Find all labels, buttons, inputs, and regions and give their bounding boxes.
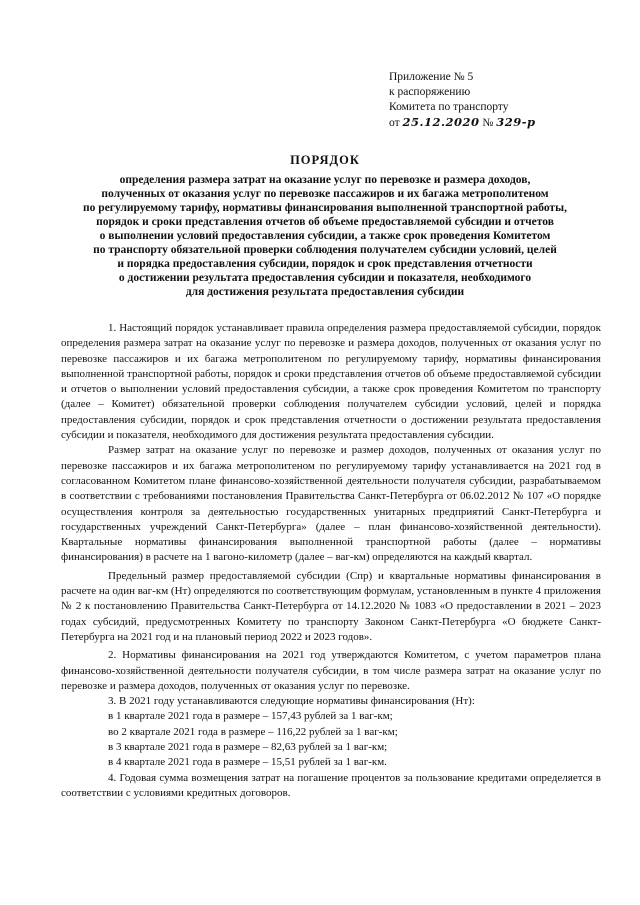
document-body — [61, 321, 601, 801]
paragraph-subsidy-limit: Предельный размер предоставляемой субсидии (Спр) и квартальные нормативы финансирования в расчете на один ваг-км (Нт) определяются по соответствующим формулам, установленным в пункте 4 приложения № 2 к постановлению Правительства Санкт-Петербурга от 14.12.2020 № 1083 «О предоставлении в 2021 – 2023 годах субсидий, предусмотренных Комитету по транспорту Законом Санкт-Петербурга «О бюджете Санкт-Петербурга на 2021 год и на плановый период 2022 и 2023 годов». — [61, 569, 601, 643]
document-title — [60, 153, 590, 299]
title-line: порядок и сроки представления отчетов об объеме предоставляемой субсидии и отчетов — [96, 216, 554, 228]
quarter-norm-2: во 2 квартале 2021 года в размере – 116,22 рублей за 1 ваг-км; — [108, 725, 398, 738]
paragraph-3: 3. В 2021 году устанавливаются следующие нормативы финансирования (Нт): — [108, 695, 475, 708]
number-prefix: № — [482, 117, 494, 129]
title-line: о выполнении условий предоставления субсидии, а также срок проведения Комитетом — [99, 230, 551, 242]
appendix-order-ref: к распоряжению — [389, 86, 471, 98]
title-line: по регулируемому тарифу, нормативы финансирования выполненной транспортной работы, — [83, 202, 567, 214]
paragraph-1: 1. Настоящий порядок устанавливает правила определения размера предоставляемой субсидии, порядок определения размера затрат на оказание услуг по перевозке и размера доходов, полученных от оказания услуг по перевозке пассажиров и их багажа метрополитеном по регулируемому тарифу, нормативы финансирования выполненной транспортной работы, порядок и сроки представления отчетов об объеме предоставляемой субсидии и отчетов о выполнении условий предоставления субсидии, а также срок проведения Комитетом по транспорту (далее – Комитет) обязательной проверки соблюдения получателем субсидии условий, целей и порядка предоставления субсидии, порядок и срок представления отчетности о достижении результата предоставления субсидии и показателя, необходимого для достижения результата предоставления субсидии. — [61, 322, 601, 442]
appendix-number: Приложение № 5 — [389, 71, 474, 83]
paragraph-4: 4. Годовая сумма возмещения затрат на погашение процентов за пользование кредитами определяется в соответствии с условиями кредитных договоров. — [61, 771, 601, 799]
quarter-norm-3: в 3 квартале 2021 года в размере – 82,63 рублей за 1 ваг-км; — [108, 741, 388, 754]
appendix-committee: Комитета по транспорту — [389, 101, 509, 113]
handwritten-date: 25.12.2020 — [402, 115, 480, 129]
paragraph-costs: Размер затрат на оказание услуг по перевозке и размер доходов, полученных от оказания услуг по перевозке пассажиров и их багажа метрополитеном по регулируемому тарифу устанавливается на 2021 год в согласованном Комитетом плане финансово-хозяйственной деятельности получателя субсидии, разрабатываемом в соответствии с требованиями постановления Правительства Санкт-Петербурга от 06.02.2012 № 107 «О порядке осуществления контроля за деятельностью государственных унитарных предприятий Санкт-Петербурга и государственных учреждений Санкт-Петербурга» (далее – план финансово-хозяйственной деятельности). Квартальные нормативы финансирования выполненной транспортной работы (далее – нормативы финансирования) в расчете на 1 вагоно-километр (далее – ваг-км) определяются на каждый квартал. — [61, 444, 601, 564]
handwritten-number: 329-р — [496, 115, 536, 129]
title-line: по транспорту обязательной проверки соблюдения получателем субсидии условий, целей — [93, 244, 557, 256]
title-main: ПОРЯДОК — [290, 153, 360, 167]
title-line: полученных от оказания услуг по перевозке пассажиров и их багажа метрополитеном — [101, 188, 549, 200]
date-prefix: от — [389, 117, 400, 129]
title-line: определения размера затрат на оказание услуг по перевозке и размера доходов, — [119, 174, 531, 186]
title-line: и порядка предоставления субсидии, порядок и срок представления отчетности — [117, 258, 533, 270]
quarter-norm-4: в 4 квартале 2021 года в размере – 15,51 рублей за 1 ваг-км. — [108, 756, 387, 769]
appendix-header — [389, 70, 609, 131]
title-line: о достижении результата предоставления субсидии и показателя, необходимого — [118, 272, 532, 284]
title-line: для достижения результата предоставления субсидии — [185, 286, 465, 298]
appendix-date-line — [389, 115, 609, 131]
quarter-norm-1: в 1 квартале 2021 года в размере – 157,43 рублей за 1 ваг-км; — [108, 710, 393, 723]
paragraph-2: 2. Нормативы финансирования на 2021 год утверждаются Комитетом, с учетом параметров плана финансово-хозяйственной деятельности получателя субсидии, в том числе размера затрат на оказание услуг по перевозке и размера доходов, полученных от оказания услуг по перевозке. — [61, 649, 601, 692]
